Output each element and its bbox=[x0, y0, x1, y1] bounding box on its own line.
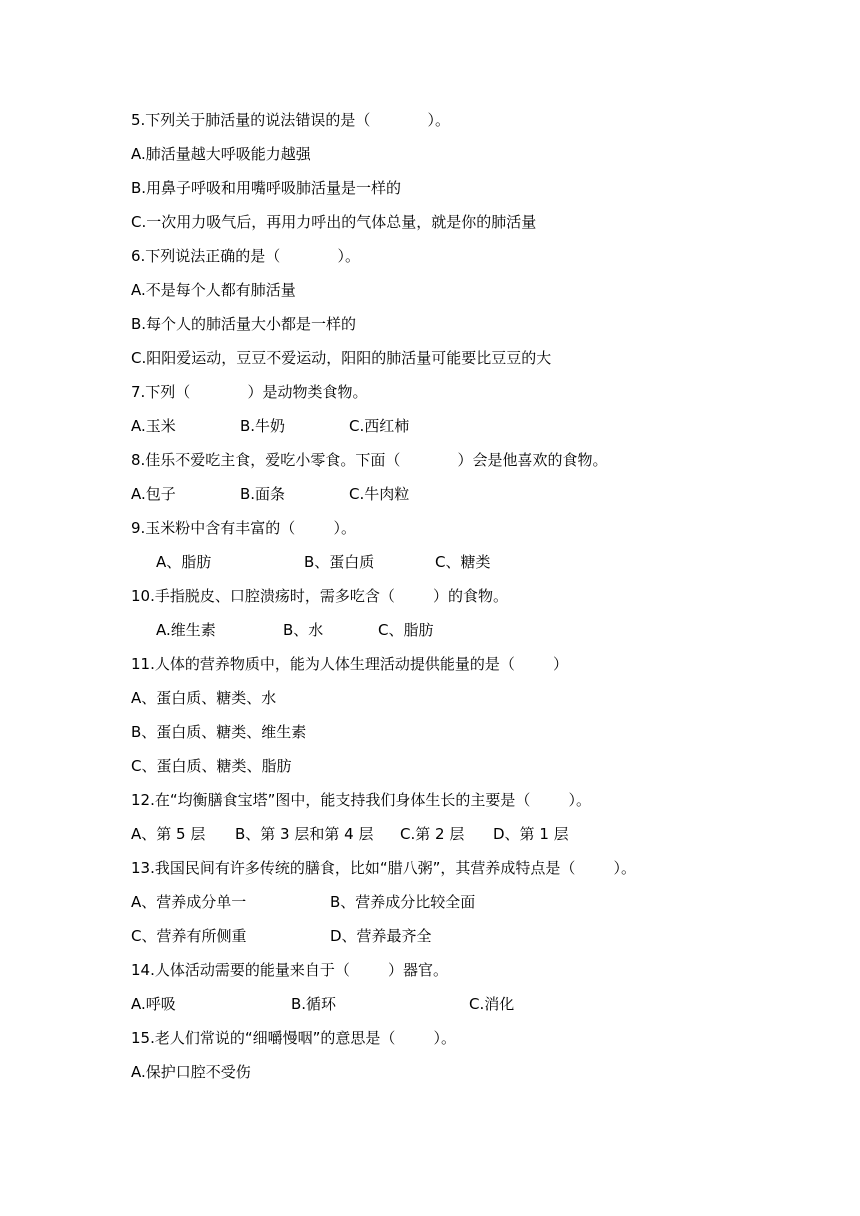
question-5-option-c: C.一次用力吸气后，再用力呼出的气体总量，就是你的肺活量 bbox=[131, 213, 537, 231]
question-14-option-b: B.循环 bbox=[291, 995, 337, 1013]
question-13: 13.我国民间有许多传统的膳食，比如“腊八粥”，其营养成特点是（ ）。 bbox=[131, 859, 637, 877]
question-10: 10.手指脱皮、口腔溃疡时，需多吃含（ ）的食物。 bbox=[131, 587, 509, 605]
question-12-option-a: A、第 5 层 bbox=[131, 825, 206, 843]
question-14-option-c: C.消化 bbox=[469, 995, 515, 1013]
question-13-option-a: A、营养成分单一 bbox=[131, 893, 247, 911]
question-12: 12.在“均衡膳食宝塔”图中，能支持我们身体生长的主要是（ ）。 bbox=[131, 791, 592, 809]
question-7-option-a: A.玉米 bbox=[131, 417, 176, 435]
question-14-option-a: A.呼吸 bbox=[131, 995, 176, 1013]
question-9-option-c: C、糖类 bbox=[435, 553, 491, 571]
question-9-option-a: A、脂肪 bbox=[156, 553, 212, 571]
question-8: 8.佳乐不爱吃主食，爱吃小零食。下面（ ）会是他喜欢的食物。 bbox=[131, 451, 608, 469]
question-11-option-c: C、蛋白质、糖类、脂肪 bbox=[131, 757, 292, 775]
question-7: 7.下列（ ）是动物类食物。 bbox=[131, 383, 368, 401]
question-11-option-b: B、蛋白质、糖类、维生素 bbox=[131, 723, 307, 741]
question-13-option-d: D、营养最齐全 bbox=[330, 927, 432, 945]
question-13-options-row-2 bbox=[131, 924, 611, 948]
question-12-option-d: D、第 1 层 bbox=[493, 825, 569, 843]
question-9-options bbox=[131, 550, 531, 574]
question-10-option-a: A.维生素 bbox=[156, 621, 216, 639]
question-12-options bbox=[131, 822, 611, 846]
question-10-options bbox=[131, 618, 531, 642]
question-12-option-c: C.第 2 层 bbox=[400, 825, 465, 843]
question-5-option-a: A.肺活量越大呼吸能力越强 bbox=[131, 145, 311, 163]
question-6-option-a: A.不是每个人都有肺活量 bbox=[131, 281, 296, 299]
question-14: 14.人体活动需要的能量来自于（ ）器官。 bbox=[131, 961, 449, 979]
question-8-options bbox=[131, 482, 531, 506]
question-15-option-a: A.保护口腔不受伤 bbox=[131, 1063, 251, 1081]
question-6-option-c: C.阳阳爱运动，豆豆不爱运动，阳阳的肺活量可能要比豆豆的大 bbox=[131, 349, 552, 367]
question-15: 15.老人们常说的“细嚼慢咽”的意思是（ ）。 bbox=[131, 1029, 457, 1047]
question-8-option-c: C.牛肉粒 bbox=[349, 485, 410, 503]
question-7-option-b: B.牛奶 bbox=[240, 417, 286, 435]
question-7-options bbox=[131, 414, 531, 438]
question-7-option-c: C.西红柿 bbox=[349, 417, 410, 435]
question-11-option-a: A、蛋白质、糖类、水 bbox=[131, 689, 277, 707]
question-10-option-b: B、水 bbox=[283, 621, 324, 639]
question-13-option-b: B、营养成分比较全面 bbox=[330, 893, 476, 911]
question-5-option-b: B.用鼻子呼吸和用嘴呼吸肺活量是一样的 bbox=[131, 179, 402, 197]
question-14-options bbox=[131, 992, 611, 1016]
question-5: 5.下列关于肺活量的说法错误的是（ ）。 bbox=[131, 111, 451, 129]
question-13-option-c: C、营养有所侧重 bbox=[131, 927, 247, 945]
question-8-option-a: A.包子 bbox=[131, 485, 176, 503]
question-10-option-c: C、脂肪 bbox=[378, 621, 434, 639]
question-6-option-b: B.每个人的肺活量大小都是一样的 bbox=[131, 315, 357, 333]
question-9-option-b: B、蛋白质 bbox=[304, 553, 375, 571]
question-12-option-b: B、第 3 层和第 4 层 bbox=[235, 825, 374, 843]
question-9: 9.玉米粉中含有丰富的（ ）。 bbox=[131, 519, 356, 537]
question-6: 6.下列说法正确的是（ ）。 bbox=[131, 247, 361, 265]
question-11: 11.人体的营养物质中，能为人体生理活动提供能量的是（ ） bbox=[131, 655, 569, 673]
question-13-options-row-1 bbox=[131, 890, 611, 914]
question-8-option-b: B.面条 bbox=[240, 485, 286, 503]
